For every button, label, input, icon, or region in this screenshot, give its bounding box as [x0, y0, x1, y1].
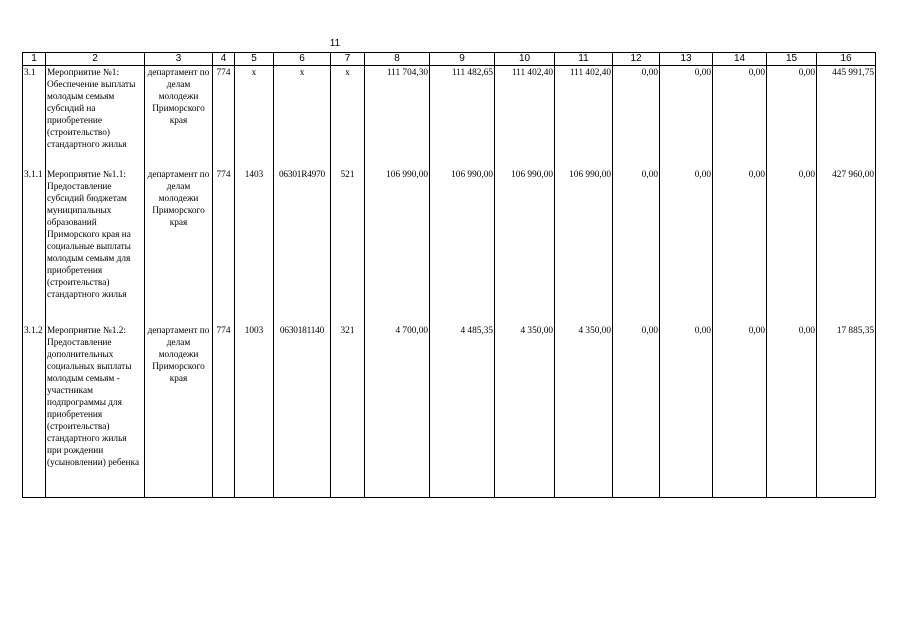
- grbs-code: 774: [213, 324, 235, 498]
- column-header: 10: [495, 53, 555, 66]
- value-cell: 4 485,35: [430, 324, 495, 498]
- value-cell: 111 704,30: [365, 66, 430, 169]
- executor: департамент по делам молодежи Приморского края: [145, 324, 213, 498]
- value-cell: 0,00: [767, 168, 817, 324]
- row-number: 3.1.2: [23, 324, 46, 498]
- value-cell: 4 350,00: [495, 324, 555, 498]
- column-header: 7: [331, 53, 365, 66]
- csr-code: 06301R4970: [274, 168, 331, 324]
- table-row: [23, 66, 876, 169]
- vr-code: 521: [331, 168, 365, 324]
- value-cell: 0,00: [613, 324, 660, 498]
- value-cell: 0,00: [713, 168, 767, 324]
- table-row: [23, 324, 876, 498]
- vr-code: 321: [331, 324, 365, 498]
- value-cell: 0,00: [613, 66, 660, 169]
- column-header: 14: [713, 53, 767, 66]
- column-header: 12: [613, 53, 660, 66]
- column-header: 8: [365, 53, 430, 66]
- value-cell: 0,00: [767, 66, 817, 169]
- executor: департамент по делам молодежи Приморского края: [145, 66, 213, 169]
- grbs-code: 774: [213, 168, 235, 324]
- page-number: 11: [329, 38, 341, 49]
- rzpr-code: 1403: [235, 168, 274, 324]
- value-cell: 106 990,00: [555, 168, 613, 324]
- total-cell: 445 991,75: [817, 66, 876, 169]
- value-cell: 106 990,00: [430, 168, 495, 324]
- value-cell: 111 402,40: [495, 66, 555, 169]
- row-number: 3.1.1: [23, 168, 46, 324]
- value-cell: 0,00: [713, 66, 767, 169]
- value-cell: 0,00: [660, 324, 713, 498]
- column-header: 13: [660, 53, 713, 66]
- column-header: 2: [46, 53, 145, 66]
- value-cell: 106 990,00: [495, 168, 555, 324]
- column-header: 4: [213, 53, 235, 66]
- column-header: 5: [235, 53, 274, 66]
- value-cell: 106 990,00: [365, 168, 430, 324]
- value-cell: 0,00: [713, 324, 767, 498]
- value-cell: 0,00: [767, 324, 817, 498]
- column-header: 11: [555, 53, 613, 66]
- value-cell: 4 350,00: [555, 324, 613, 498]
- value-cell: 111 402,40: [555, 66, 613, 169]
- total-cell: 427 960,00: [817, 168, 876, 324]
- column-header: 16: [817, 53, 876, 66]
- value-cell: 0,00: [660, 66, 713, 169]
- rzpr-code: 1003: [235, 324, 274, 498]
- total-cell: 17 885,35: [817, 324, 876, 498]
- value-cell: 4 700,00: [365, 324, 430, 498]
- column-header: 3: [145, 53, 213, 66]
- row-number: 3.1: [23, 66, 46, 169]
- column-header: 1: [23, 53, 46, 66]
- header-row: [23, 53, 876, 66]
- activity-name: Мероприятие №1.2: Предоставление дополнительных социальных выплаты молодым семьям - участникам подпрограммы для приобретения (строительства) стандартного жилья при рождении (усыновлении) ребенка: [46, 324, 145, 498]
- budget-table: [22, 52, 876, 498]
- activity-name: Мероприятие №1.1: Предоставление субсидий бюджетам муниципальных образований Приморского края на социальные выплаты молодым семьям для приобретения (строительства) стандартного жилья: [46, 168, 145, 324]
- value-cell: 0,00: [660, 168, 713, 324]
- executor: департамент по делам молодежи Приморского края: [145, 168, 213, 324]
- column-header: 6: [274, 53, 331, 66]
- value-cell: 111 482,65: [430, 66, 495, 169]
- vr-code: x: [331, 66, 365, 169]
- grbs-code: 774: [213, 66, 235, 169]
- column-header: 9: [430, 53, 495, 66]
- rzpr-code: x: [235, 66, 274, 169]
- column-header: 15: [767, 53, 817, 66]
- csr-code: 0630181140: [274, 324, 331, 498]
- csr-code: x: [274, 66, 331, 169]
- value-cell: 0,00: [613, 168, 660, 324]
- table-row: [23, 168, 876, 324]
- activity-name: Мероприятие №1: Обеспечение выплаты молодым семьям субсидий на приобретение (строительство) стандартного жилья: [46, 66, 145, 169]
